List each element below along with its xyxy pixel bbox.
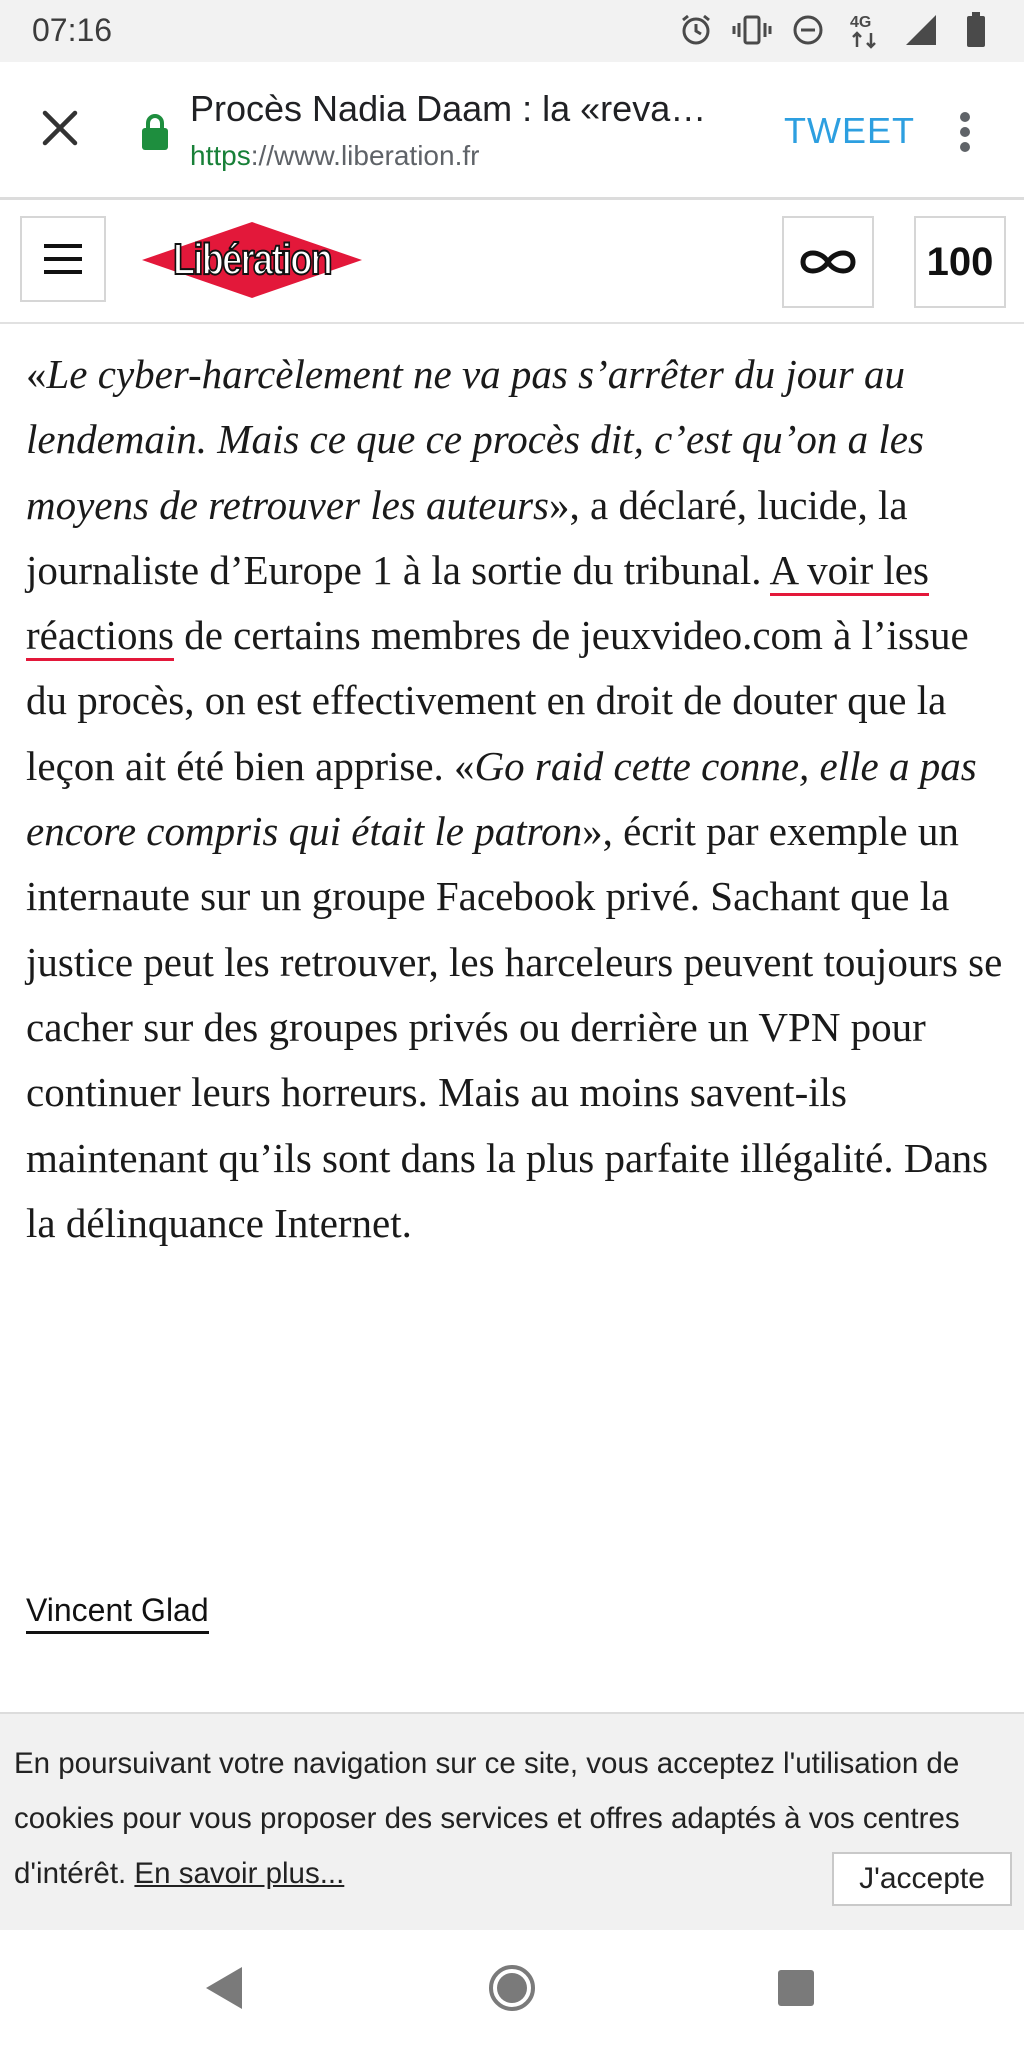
battery-icon [956, 10, 996, 50]
page-url[interactable] [190, 140, 479, 172]
menu-icon-bar [44, 257, 82, 261]
status-icons [676, 10, 996, 50]
open-quote: « [454, 742, 475, 789]
page-title: Procès Nadia Daam : la «reva… [190, 88, 707, 129]
site-header [0, 200, 1024, 324]
back-icon [202, 1965, 246, 2011]
hamburger-menu-button[interactable] [20, 216, 106, 302]
menu-icon-bar [44, 270, 82, 274]
infinity-button[interactable] [782, 216, 874, 308]
close-quote: » [549, 481, 570, 528]
infinity-icon [797, 246, 859, 278]
close-icon [41, 109, 79, 147]
paragraph-text: de certains membres de jeuxvideo.com à l’issue du procès, on est effectivement en droit de douter que la leçon ait été bien apprise. [26, 612, 969, 789]
url-rest: ://www.liberation.fr [250, 140, 480, 171]
alarm-icon [676, 10, 716, 50]
close-tab-button[interactable] [36, 104, 84, 152]
browser-toolbar [0, 62, 1024, 200]
back-button[interactable] [192, 1956, 256, 2020]
url-scheme: https [190, 140, 251, 171]
reactions-link[interactable]: A voir les réactions [26, 547, 929, 661]
home-button[interactable] [480, 1956, 544, 2020]
status-time: 07:16 [32, 12, 113, 48]
menu-icon [44, 244, 82, 248]
status-bar [0, 0, 1024, 62]
more-vert-icon [960, 112, 970, 122]
more-vert-dot [960, 142, 970, 152]
quote-italic: Go raid cette conne, elle a pas encore compris qui était le patron [26, 742, 977, 855]
lock-icon [140, 112, 170, 152]
recents-button[interactable] [764, 1956, 828, 2020]
quote-italic: Le cyber-harcèlement ne va pas s’arrêter du jour au lendemain. Mais ce que ce procès dit, c’est qu’on a les moyens de retrouver les auteurs [26, 351, 924, 528]
do-not-disturb-icon [788, 10, 828, 50]
paragraph-text: , écrit par exemple un internaute sur un groupe Facebook privé. Sachant que la justice peut les retrouver, les harceleurs peuvent toujours se cacher sur des groupes privés ou derrière un VPN pour continuer leurs horreurs. Mais au moins savent-ils maintenant qu’ils sont dans la plus parfaite illégalité. Dans la délinquance Internet. [26, 808, 1003, 1246]
accept-cookies-button[interactable]: J'accepte [832, 1852, 1012, 1906]
more-vert-dot [960, 127, 970, 137]
close-quote: » [582, 808, 603, 855]
open-quote: « [26, 351, 47, 397]
count-button[interactable]: 100 [914, 216, 1006, 308]
logo-text: Libération [172, 235, 332, 284]
recents-icon [776, 1968, 816, 2008]
cookie-message: En poursuivant votre navigation sur ce site, vous acceptez l'utilisation de cookies pour vous proposer des services et offres adaptés à vos centres d'intérêt. [14, 1747, 960, 1890]
tweet-button[interactable]: TWEET [784, 110, 915, 151]
liberation-logo[interactable] [142, 218, 362, 302]
learn-more-link[interactable]: En savoir plus... [134, 1857, 345, 1890]
4g-icon [844, 10, 884, 50]
more-menu-button[interactable] [950, 102, 980, 162]
article-paragraph [26, 342, 1006, 1256]
navigation-bar [0, 1930, 1024, 2048]
cookie-banner [0, 1712, 1024, 1930]
network-label: 4G [850, 14, 872, 31]
paragraph-text: , a déclaré, lucide, la journaliste d’Europe 1 à la sortie du tribunal. [26, 481, 908, 593]
vibrate-icon [732, 10, 772, 50]
signal-icon [900, 10, 940, 50]
article-body [26, 342, 1006, 1256]
author-link[interactable]: Vincent Glad [26, 1592, 209, 1634]
home-icon [487, 1963, 537, 2013]
